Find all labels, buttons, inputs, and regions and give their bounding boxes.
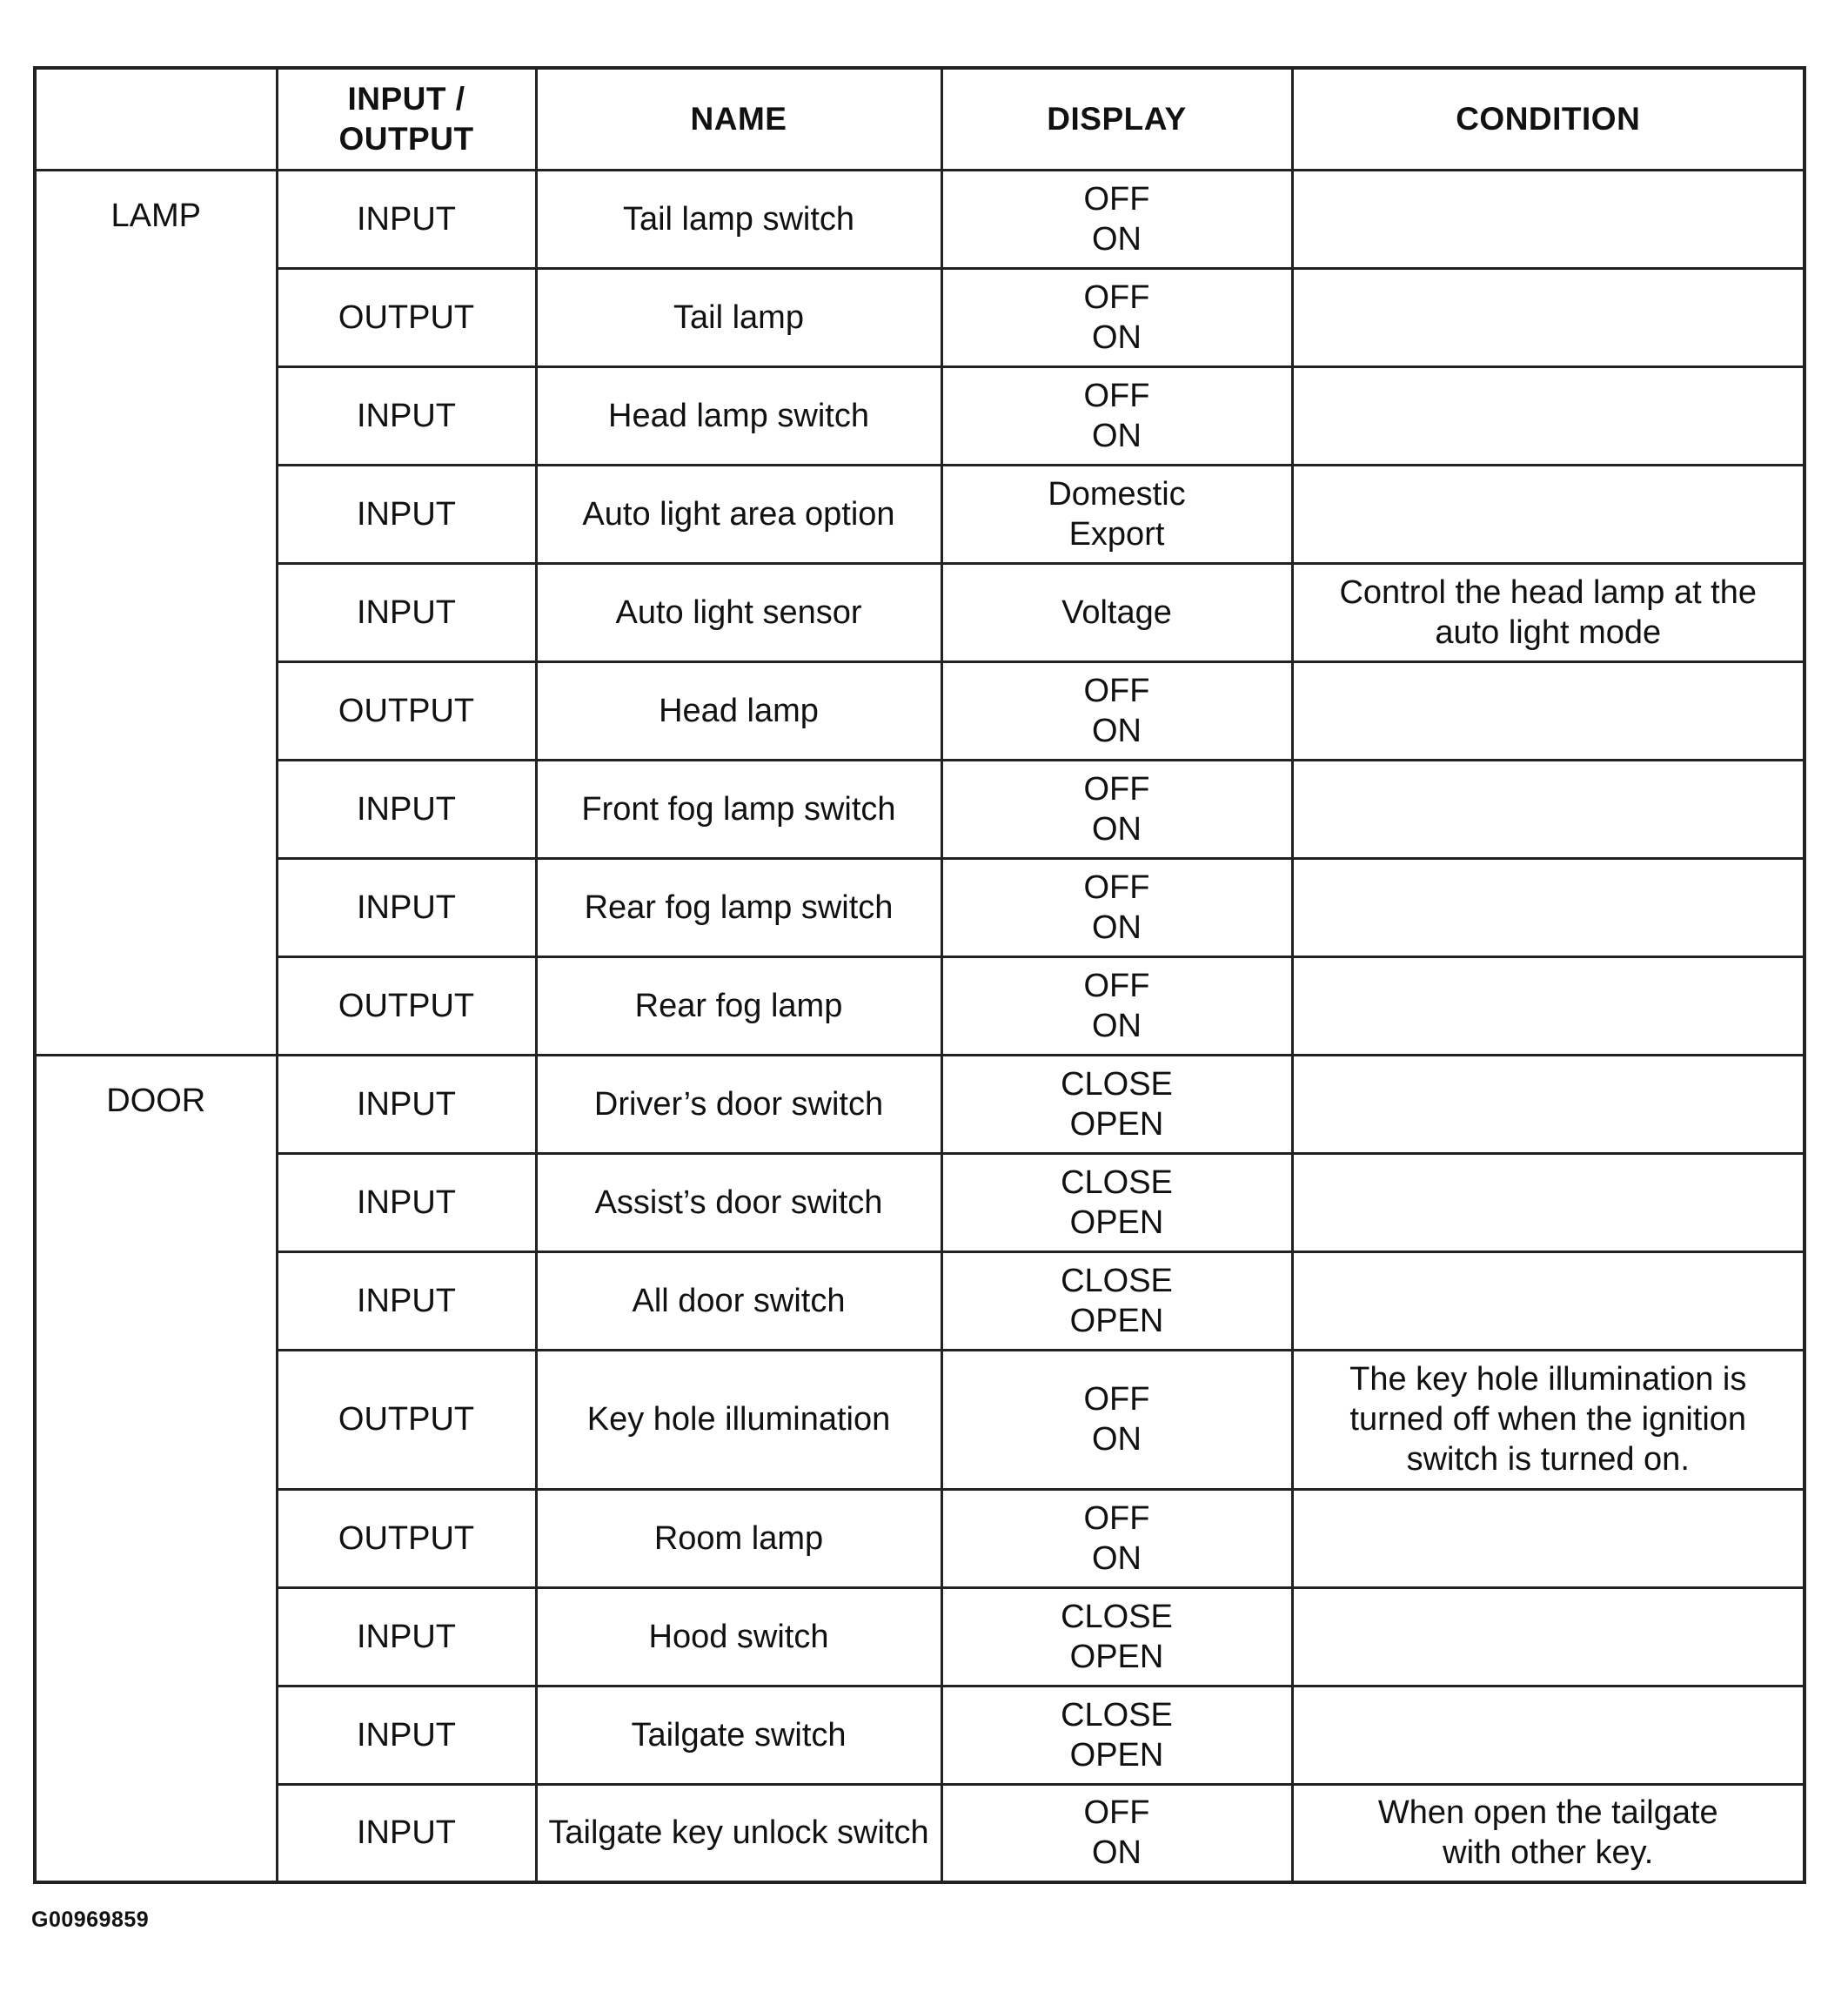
condition-text: Control the head lamp at the [1339,573,1758,611]
header-io-line2: OUTPUT [338,120,474,157]
name-cell: Auto light sensor [536,563,941,661]
display-cell [941,366,1292,465]
header-display: DISPLAY [941,68,1292,170]
display-value: OFF [1083,672,1150,709]
condition-text: The key hole illumination is [1349,1361,1747,1398]
condition-cell [1292,170,1804,268]
table-row [35,858,1804,956]
table-row [35,1153,1804,1251]
table-row [35,366,1804,465]
display-cell [941,956,1292,1055]
condition-cell [1292,956,1804,1055]
table-row [35,1350,1804,1489]
group-lamp: LAMP [35,170,277,1055]
condition-text: switch is turned on. [1406,1441,1690,1478]
condition-cell [1292,465,1804,563]
display-cell [941,661,1292,760]
io-cell: OUTPUT [277,268,536,366]
figure-id-label: G00969859 [31,1908,150,1932]
table-header-row [35,68,1804,170]
io-cell: INPUT [277,1686,536,1784]
display-value: ON [1092,1007,1142,1044]
display-value: ON [1092,909,1142,946]
name-cell: Key hole illumination [536,1350,941,1489]
display-value: Domestic [1048,475,1186,513]
display-cell [941,1251,1292,1350]
display-cell [941,1587,1292,1686]
io-cell: INPUT [277,366,536,465]
io-cell: INPUT [277,563,536,661]
display-cell [941,465,1292,563]
header-condition: CONDITION [1292,68,1804,170]
display-cell [941,1055,1292,1153]
display-value: OPEN [1069,1736,1164,1774]
condition-cell [1292,1587,1804,1686]
display-value: OFF [1083,868,1150,906]
io-cell: INPUT [277,465,536,563]
display-value: OFF [1083,770,1150,808]
display-value: ON [1092,220,1142,258]
display-value: OFF [1083,1381,1150,1418]
lamp-door-data-table [33,66,1806,1884]
display-cell [941,1784,1292,1882]
display-value: ON [1092,1421,1142,1458]
condition-cell [1292,1350,1804,1489]
data-table-container [33,66,1803,1884]
name-cell: Head lamp switch [536,366,941,465]
table-row [35,1784,1804,1882]
table-row [35,1489,1804,1587]
display-value: CLOSE [1061,1598,1173,1635]
condition-cell [1292,1686,1804,1784]
display-value: CLOSE [1061,1065,1173,1103]
display-value: OPEN [1069,1302,1164,1339]
condition-cell [1292,366,1804,465]
display-value: ON [1092,1834,1142,1872]
condition-cell [1292,858,1804,956]
header-name: NAME [536,68,941,170]
io-cell: OUTPUT [277,956,536,1055]
name-cell: All door switch [536,1251,941,1350]
io-cell: OUTPUT [277,661,536,760]
table-row [35,760,1804,858]
condition-cell [1292,1055,1804,1153]
table-row [35,1686,1804,1784]
io-cell: OUTPUT [277,1489,536,1587]
io-cell: INPUT [277,858,536,956]
name-cell: Driver’s door switch [536,1055,941,1153]
table-row [35,465,1804,563]
table-row [35,661,1804,760]
display-value: OFF [1083,278,1150,316]
name-cell: Tailgate key unlock switch [536,1784,941,1882]
name-cell: Head lamp [536,661,941,760]
header-group [35,68,277,170]
condition-text: with other key. [1443,1834,1654,1872]
name-cell: Tailgate switch [536,1686,941,1784]
display-value: OPEN [1069,1105,1164,1143]
table-row [35,1587,1804,1686]
condition-cell [1292,563,1804,661]
name-cell: Rear fog lamp [536,956,941,1055]
display-value: CLOSE [1061,1696,1173,1733]
display-cell [941,760,1292,858]
io-cell: INPUT [277,1587,536,1686]
condition-cell [1292,661,1804,760]
display-cell: Voltage [941,563,1292,661]
display-value: Export [1068,515,1165,553]
condition-cell [1292,1251,1804,1350]
display-cell [941,1489,1292,1587]
display-value: ON [1092,417,1142,454]
table-row [35,563,1804,661]
display-value: OFF [1083,377,1150,414]
condition-text: When open the tailgate [1377,1794,1718,1832]
name-cell: Tail lamp [536,268,941,366]
table-row [35,1251,1804,1350]
condition-text: auto light mode [1435,614,1662,651]
name-cell: Auto light area option [536,465,941,563]
table-row [35,1055,1804,1153]
name-cell: Tail lamp switch [536,170,941,268]
display-value: ON [1092,319,1142,356]
table-row [35,956,1804,1055]
io-cell: INPUT [277,1784,536,1882]
display-value: OFF [1083,180,1150,218]
display-value: ON [1092,712,1142,749]
io-cell: INPUT [277,170,536,268]
condition-cell [1292,760,1804,858]
display-cell [941,170,1292,268]
header-input-output [277,68,536,170]
display-cell [941,1686,1292,1784]
display-value: OFF [1083,967,1150,1004]
header-io-line1: INPUT / [347,80,465,117]
name-cell: Assist’s door switch [536,1153,941,1251]
display-value: OFF [1083,1794,1150,1832]
io-cell: INPUT [277,760,536,858]
io-cell: INPUT [277,1251,536,1350]
table-row [35,268,1804,366]
display-value: CLOSE [1061,1262,1173,1299]
name-cell: Front fog lamp switch [536,760,941,858]
display-value: ON [1092,1539,1142,1577]
condition-cell [1292,1784,1804,1882]
condition-text: turned off when the ignition [1349,1401,1747,1438]
io-cell: INPUT [277,1153,536,1251]
io-cell: OUTPUT [277,1350,536,1489]
io-cell: INPUT [277,1055,536,1153]
display-value: ON [1092,810,1142,848]
condition-cell [1292,268,1804,366]
table-row [35,170,1804,268]
name-cell: Hood switch [536,1587,941,1686]
name-cell: Rear fog lamp switch [536,858,941,956]
display-value: OFF [1083,1499,1150,1537]
display-value: CLOSE [1061,1163,1173,1201]
display-cell [941,268,1292,366]
display-cell [941,858,1292,956]
group-door: DOOR [35,1055,277,1882]
name-cell: Room lamp [536,1489,941,1587]
condition-cell [1292,1153,1804,1251]
display-cell [941,1350,1292,1489]
display-value: OPEN [1069,1204,1164,1241]
display-value: OPEN [1069,1638,1164,1675]
condition-cell [1292,1489,1804,1587]
display-cell [941,1153,1292,1251]
